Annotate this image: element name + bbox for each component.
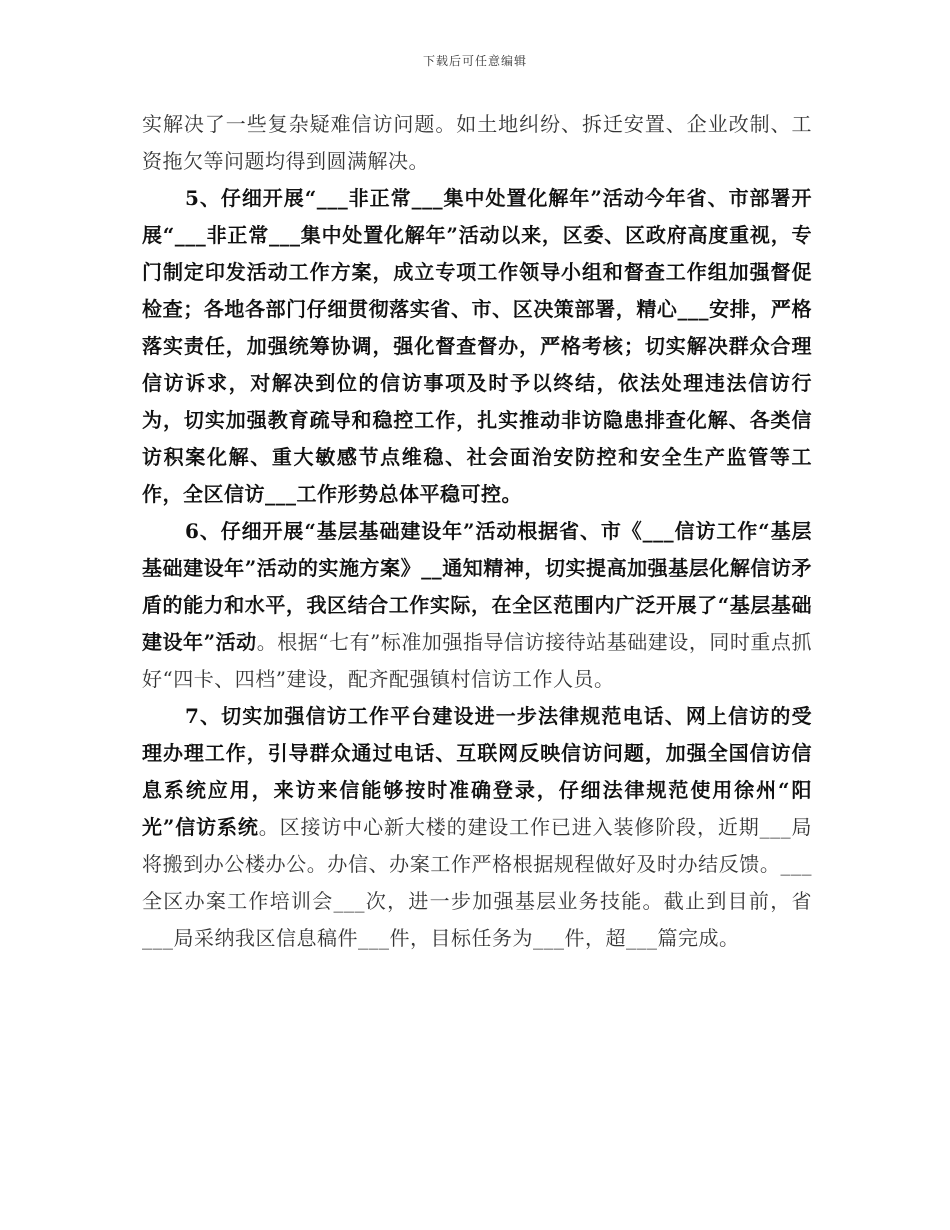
paragraph-text: 实解决了一些复杂疑难信访问题。如土地纠纷、拆迁安置、企业改制、工资拖欠等问题均得到圆满解决。: [142, 112, 812, 173]
paragraph-continuation: [142, 106, 812, 180]
paragraph-item-6: [142, 513, 812, 698]
document-body: [142, 106, 812, 957]
paragraph-heading-text: 5、仔细开展“___非正常___集中处置化解年”活动今年省、市部署开展“___非正常___集中处置化解年”活动以来，区委、区政府高度重视，专门制定印发活动工作方案，成立专项工作领导小组和督查工作组加强督促检查；各地各部门仔细贯彻落实省、市、区决策部署，精心___安排，严格落实责任，加强统筹协调，强化督查督办，严格考核；切实解决群众合理信访诉求，对解决到位的信访事项及时予以终结，依法处理违法信访行为，切实加强教育疏导和稳控工作，扎实推动非访隐患排查化解、各类信访积案化解、重大敏感节点维稳、社会面治安防控和安全生产监管等工作，全区信访___工作形势总体平稳可控。: [142, 186, 812, 506]
paragraph-item-7: [142, 698, 812, 957]
paragraph-heading-text: 7、切实加强信访工作平台建设进一步法律规范电话、网上信访的受理办理工作，引导群众通过电话、互联网反映信访问题，加强全国信访信息系统应用，来访来信能够按时准确登录，仔细法律规范使用徐州“阳光”信访系统: [142, 704, 812, 839]
paragraph-text: 。区接访中心新大楼的建设工作已进入装修阶段，近期___局将搬到办公楼办公。办信、办案工作严格根据规程做好及时办结反馈。___全区办案工作培训会___次，进一步加强基层业务技能。截止到目前，省___局采纳我区信息稿件___件，目标任务为___件，超___篇完成。: [142, 815, 812, 950]
paragraph-item-5: [142, 180, 812, 513]
page-header-note: 下载后可任意编辑: [422, 54, 527, 68]
paragraph-text: 。根据“七有”标准加强指导信访接待站基础建设，同时重点抓好“四卡、四档”建设，配齐配强镇村信访工作人员。: [142, 630, 812, 691]
paragraph-heading-text: 6、仔细开展“基层基础建设年”活动根据省、市《___信访工作“基层基础建设年”活动的实施方案》__通知精神，切实提高加强基层化解信访矛盾的能力和水平，我区结合工作实际，在全区范围内广泛开展了“基层基础建设年”活动: [142, 519, 812, 654]
